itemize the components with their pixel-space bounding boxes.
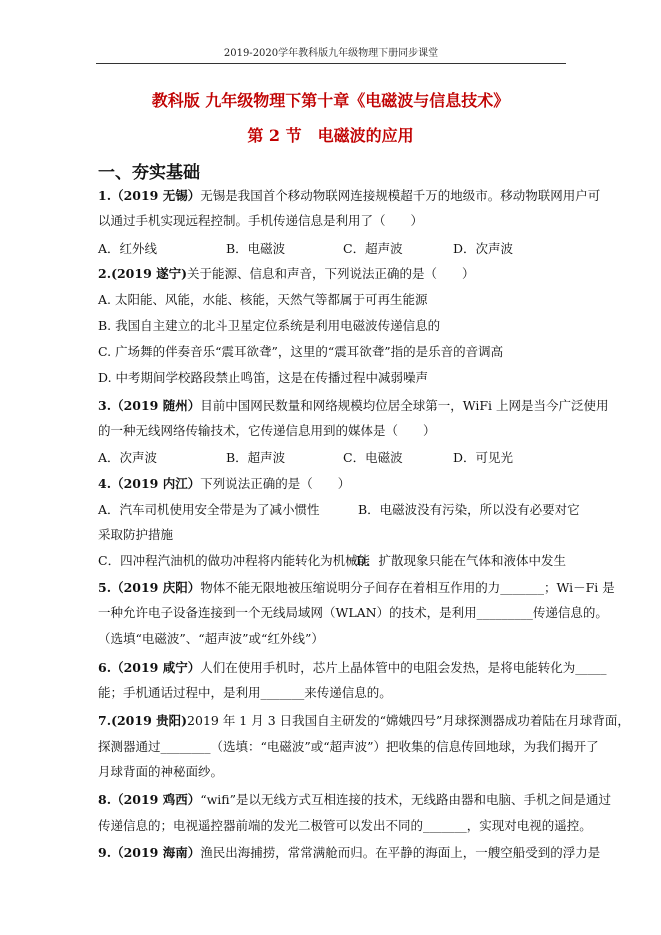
option-b: B．电磁波没有污染，所以没有必要对它 (358, 502, 580, 517)
question-source: （2019 咸宁） (111, 660, 201, 675)
question-number: 5. (98, 580, 112, 595)
option-c: C. 广场舞的伴奏音乐“震耳欲聋”，这里的“震耳欲聋”指的是乐音的音调高 (98, 344, 504, 359)
option-d: D. 中考期间学校路段禁止鸣笛，这是在传播过程中减弱噪声 (98, 370, 429, 385)
question-7 (98, 713, 630, 729)
question-5 (98, 580, 615, 596)
option-d: D．次声波 (453, 241, 514, 256)
question-number: 1. (98, 188, 112, 203)
question-text: “wifi”是以无线方式互相连接的技术，无线路由器和电脑、手机之间是通过 (200, 792, 612, 807)
document-title: 教科版 九年级物理下第十章《电磁波与信息技术》 (151, 91, 510, 110)
question-text: 物体不能无限地被压缩说明分子间存在着相互作用的力_______；Wi－Fi 是 (200, 580, 615, 595)
question-1 (98, 188, 601, 204)
question-number: 7. (98, 713, 112, 728)
question-source: （2019 内江） (111, 476, 201, 491)
section-subtitle: 第 2 节 电磁波的应用 (247, 126, 414, 145)
question-source: (2019 遂宁) (111, 266, 188, 281)
question-source: （2019 鸡西） (111, 792, 201, 807)
question-number: 6. (98, 660, 112, 675)
option-a: A．次声波 (98, 450, 158, 465)
option-c: C．超声波 (343, 241, 403, 256)
question-8 (98, 792, 612, 808)
question-text-line: （选填“电磁波”、“超声波”或“红外线”） (98, 631, 324, 646)
section-heading: 一、夯实基础 (98, 163, 200, 183)
question-text: 关于能源、信息和声音，下列说法正确的是（ ） (187, 266, 475, 281)
question-number: 9. (98, 845, 112, 860)
option-c: C．电磁波 (343, 450, 403, 465)
question-text: 渔民出海捕捞，常常满舱而归。在平静的海面上，一艘空船受到的浮力是 (200, 845, 601, 860)
option-d: D．扩散现象只能在气体和液体中发生 (356, 553, 567, 568)
question-text: 2019 年 1 月 3 日我国自主研发的“嫦娥四号”月球探测器成功着陆在月球背面， (187, 713, 630, 728)
question-4 (98, 476, 568, 492)
question-text: 下列说法正确的是（ ） (200, 476, 351, 491)
question-source: （2019 无锡） (111, 188, 201, 203)
question-source: （2019 海南） (111, 845, 201, 860)
option-d: D．可见光 (453, 450, 514, 465)
page-header: 2019-2020学年教科版九年级物理下册同步课堂 (96, 44, 566, 64)
question-text: 人们在使用手机时，芯片上晶体管中的电阻会发热，是将电能转化为_____ (200, 660, 607, 675)
question-text-line: 传递信息的；电视遥控器前端的发光二极管可以发出不同的_______，实现对电视的遥控。 (98, 818, 592, 833)
question-text-line: 月球背面的神秘面纱。 (98, 764, 224, 779)
question-number: 2. (98, 266, 112, 281)
option-b: B．电磁波 (226, 241, 286, 256)
question-source: （2019 庆阳） (111, 580, 201, 595)
option-a: A．红外线 (98, 241, 158, 256)
question-3 (98, 398, 609, 414)
question-number: 3. (98, 398, 112, 413)
question-9 (98, 845, 601, 861)
question-text: 目前中国网民数量和网络规模均位居全球第一，WiFi 上网是当今广泛使用 (200, 398, 609, 413)
question-source: (2019 贵阳) (111, 713, 188, 728)
option-c: C．四冲程汽油机的做功冲程将内能转化为机械能 (98, 553, 371, 568)
question-text-line: 一种允许电子设备连接到一个无线局域网（WLAN）的技术，是利用_________传递信息的。 (98, 605, 608, 620)
question-number: 4. (98, 476, 112, 491)
question-text-line: 的一种无线网络传输技术，它传递信息用到的媒体是（ ） (98, 423, 436, 438)
question-text-line: 探测器通过________（选填：“电磁波”或“超声波”）把收集的信息传回地球，为我们揭开了 (98, 739, 599, 754)
question-text: 无锡是我国首个移动物联网连接规模超千万的地级市。移动物联网用户可 (200, 188, 601, 203)
question-2 (98, 266, 568, 282)
question-6 (98, 660, 607, 676)
option-b-continued: 采取防护措施 (98, 527, 174, 542)
option-a: A. 太阳能、风能，水能、核能，天然气等都属于可再生能源 (98, 292, 428, 307)
question-source: （2019 随州） (111, 398, 201, 413)
option-b: B. 我国自主建立的北斗卫星定位系统是利用电磁波传递信息的 (98, 318, 441, 333)
option-a: A．汽车司机使用安全带是为了减小惯性 (98, 502, 320, 517)
option-b: B．超声波 (226, 450, 286, 465)
question-text-line: 以通过手机实现远程控制。手机传递信息是利用了（ ） (98, 213, 424, 228)
question-number: 8. (98, 792, 112, 807)
question-text-line: 能；手机通话过程中，是利用_______来传递信息的。 (98, 685, 392, 700)
